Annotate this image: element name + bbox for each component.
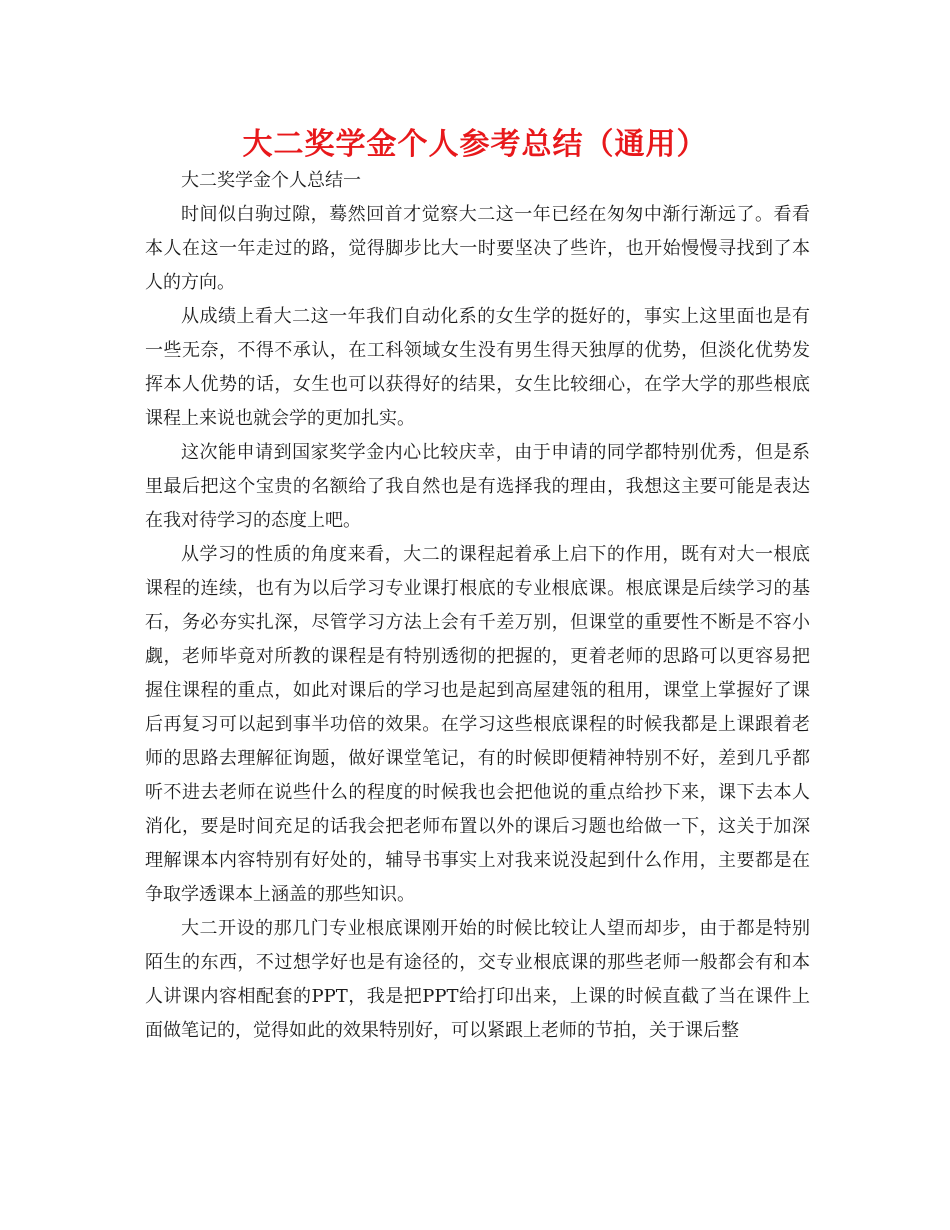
section-heading: 大二奖学金个人总结一 (181, 170, 361, 191)
paragraph-5: 大二开设的那几门专业根底课刚开始的时候比较让人望而却步，由于都是特别陌生的东西，不过想学好也是有途径的，交专业根底课的那些老师一般都会有和本人讲课内容相配套的PPT，我是把PPT给打印出来，上课的时候直截了当在课件上面做笔记的，觉得如此的效果特别好，可以紧跟上老师的节拍，关于课后整 (145, 918, 810, 1041)
paragraph-4: 从学习的性质的角度来看，大二的课程起着承上启下的作用，既有对大一根底课程的连续，也有为以后学习专业课打根底的专业根底课。根底课是后续学习的基石，务必夯实扎深，尽管学习方法上会有千差万别，但课堂的重要性不断是不容小觑，老师毕竟对所教的课程是有特别透彻的把握的，更着老师的思路可以更容易把握住课程的重点，如此对课后的学习也是起到高屋建瓴的租用，课堂上掌握好了课后再复习可以起到事半功倍的效果。在学习这些根底课程的时候我都是上课跟着老师的思路去理解征询题，做好课堂笔记，有的时候即便精神特别不好，差到几乎都听不进去老师在说些什么的程度的时候我也会把他说的重点给抄下来，课下去本人消化，要是时间充足的话我会把老师布置以外的课后习题也给做一下，这关于加深理解课本内容特别有好处的，辅导书事实上对我来说没起到什么作用，主要都是在争取学透课本上涵盖的那些知识。 (145, 544, 810, 905)
paragraph-3: 这次能申请到国家奖学金内心比较庆幸，由于申请的同学都特别优秀，但是系里最后把这个宝贵的名额给了我自然也是有选择我的理由，我想这主要可能是表达在我对待学习的态度上吧。 (145, 442, 810, 531)
document-body (145, 164, 810, 1048)
paragraph-2: 从成绩上看大二这一年我们自动化系的女生学的挺好的，事实上这里面也是有一些无奈，不得不承认，在工科领域女生没有男生得天独厚的优势，但淡化优势发挥本人优势的话，女生也可以获得好的结果，女生比较细心，在学大学的那些根底课程上来说也就会学的更加扎实。 (145, 306, 810, 429)
document-title: 大二奖学金个人参考总结（通用） (242, 127, 708, 162)
paragraph-1: 时间似白驹过隙，蓦然回首才觉察大二这一年已经在匆匆中渐行渐远了。看看本人在这一年走过的路，觉得脚步比大一时要坚决了些许，也开始慢慢寻找到了本人的方向。 (145, 204, 810, 293)
